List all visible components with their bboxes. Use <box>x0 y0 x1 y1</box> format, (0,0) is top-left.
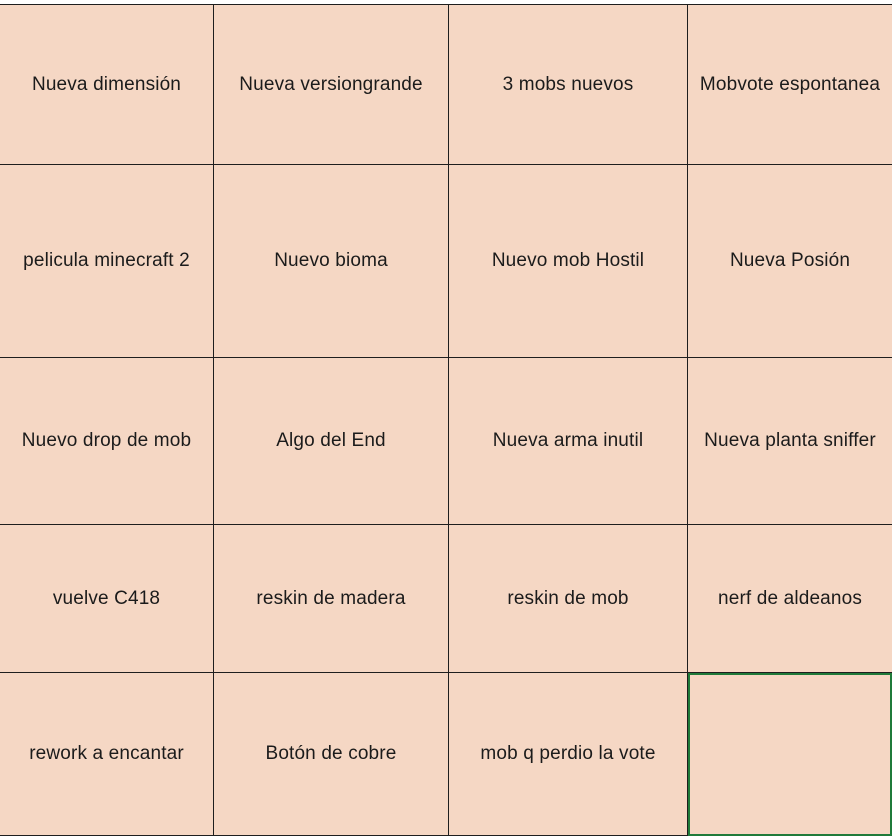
cell-text: Algo del End <box>276 430 386 451</box>
cell-r3-c4[interactable] <box>688 358 892 525</box>
cell-r4-c3[interactable] <box>449 525 688 673</box>
cell-r5-c3[interactable] <box>449 673 688 836</box>
cell-r4-c4[interactable] <box>688 525 892 673</box>
cell-text: Mobvote espontanea <box>699 73 881 95</box>
cell-r1-c3[interactable] <box>449 4 688 165</box>
spreadsheet-grid <box>0 4 892 836</box>
cell-text: Nuevo bioma <box>274 250 388 271</box>
cell-text: Nueva versiongrande <box>239 73 423 95</box>
cell-text: nerf de aldeanos <box>718 587 862 609</box>
cell-text: reskin de mob <box>507 587 629 609</box>
cell-r1-c1[interactable] <box>0 4 214 165</box>
cell-r2-c1[interactable] <box>0 165 214 358</box>
cell-text: Nuevo mob Hostil <box>491 250 645 271</box>
cell-r4-c1[interactable] <box>0 525 214 673</box>
cell-text: Nueva arma inutil <box>492 430 644 451</box>
cell-r3-c1[interactable] <box>0 358 214 525</box>
cell-text: reskin de madera <box>256 587 406 609</box>
cell-text: Nueva planta sniffer <box>704 430 876 451</box>
cell-text: vuelve C418 <box>52 587 161 609</box>
cell-text: 3 mobs nuevos <box>502 73 634 95</box>
cell-r4-c2[interactable] <box>214 525 449 673</box>
cell-r2-c2[interactable] <box>214 165 449 358</box>
cell-r3-c2[interactable] <box>214 358 449 525</box>
cell-text: Nueva Posión <box>729 250 851 271</box>
selected-cell-r5-c4[interactable] <box>688 673 892 836</box>
cell-text: mob q perdio la vote <box>480 743 656 764</box>
cell-r1-c4[interactable] <box>688 4 892 165</box>
cell-r2-c4[interactable] <box>688 165 892 358</box>
cell-r5-c2[interactable] <box>214 673 449 836</box>
cell-r1-c2[interactable] <box>214 4 449 165</box>
cell-r5-c1[interactable] <box>0 673 214 836</box>
cell-text: rework a encantar <box>29 743 184 764</box>
cell-text: Botón de cobre <box>265 743 397 764</box>
cell-text: pelicula minecraft 2 <box>23 250 190 271</box>
cell-r3-c3[interactable] <box>449 358 688 525</box>
cell-text: Nueva dimensión <box>31 73 182 95</box>
cell-r2-c3[interactable] <box>449 165 688 358</box>
cell-text: Nuevo drop de mob <box>21 430 192 451</box>
